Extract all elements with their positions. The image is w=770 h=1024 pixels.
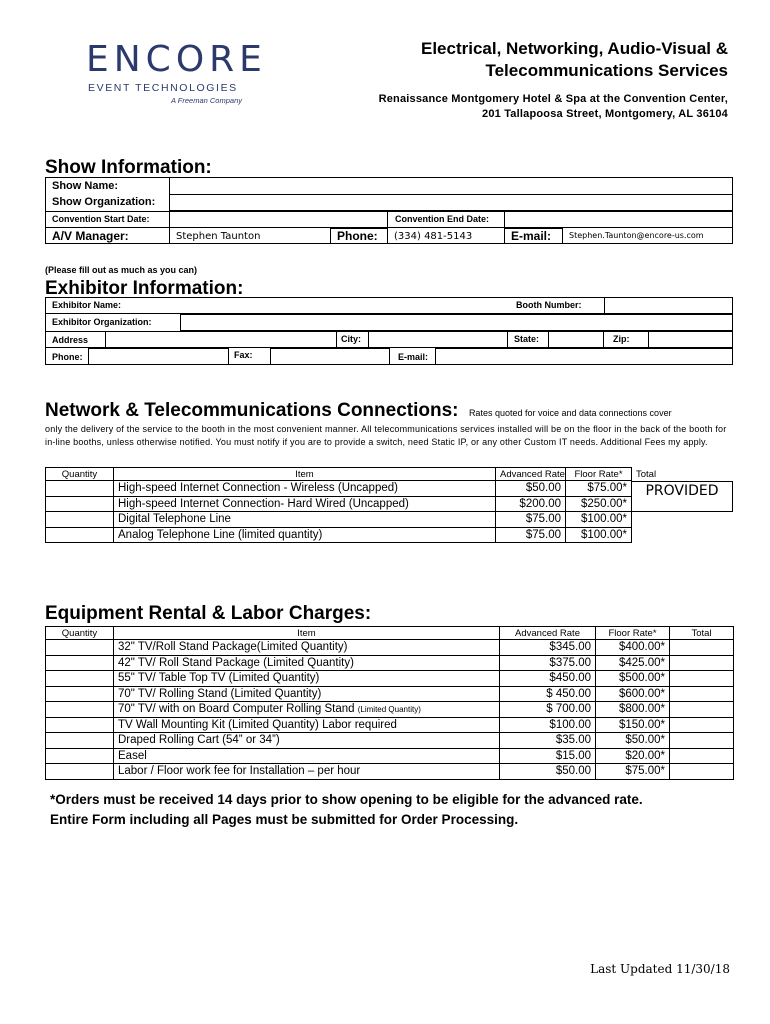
item-cell: Easel [114, 748, 500, 764]
document-title [328, 38, 728, 82]
quantity-field[interactable] [46, 527, 114, 543]
total-field[interactable] [670, 671, 734, 687]
network-heading: Network & Telecommunications Connections: [45, 400, 459, 421]
quantity-field[interactable] [46, 481, 114, 497]
table-row [46, 748, 734, 764]
total-field[interactable] [670, 686, 734, 702]
item-cell: High-speed Internet Connection - Wireless (Uncapped) [114, 481, 496, 497]
table-row [46, 764, 734, 780]
item-cell: 70" TV/ Rolling Stand (Limited Quantity) [114, 686, 500, 702]
advanced-rate-cell: $35.00 [500, 733, 596, 749]
table-row [46, 496, 632, 512]
state-field[interactable] [548, 331, 604, 348]
table-row [46, 655, 734, 671]
item-cell: Draped Rolling Cart (54” or 34”) [114, 733, 500, 749]
item-cell [114, 702, 500, 718]
order-notice [50, 790, 740, 830]
quantity-field[interactable] [46, 512, 114, 528]
exhibitor-name-label: Exhibitor Name: [52, 300, 122, 310]
col-quantity: Quantity [46, 627, 114, 640]
network-total-provided: PROVIDED [631, 481, 733, 512]
phone-label: Phone: [337, 229, 378, 243]
encore-logo [86, 39, 267, 117]
zip-label: Zip: [613, 334, 630, 344]
table-row [46, 671, 734, 687]
floor-rate-cell: $50.00* [596, 733, 670, 749]
network-heading-note: Rates quoted for voice and data connections cover [468, 408, 672, 418]
av-manager-label: A/V Manager: [52, 229, 129, 243]
exhibitor-info-heading: Exhibitor Information: [45, 278, 244, 299]
floor-rate-cell: $20.00* [596, 748, 670, 764]
exhibitor-phone-field[interactable] [88, 348, 229, 365]
advanced-rate-cell: $375.00 [500, 655, 596, 671]
logo-wordmark: ENCORE [86, 39, 267, 80]
item-qualifier: (Limited Quantity) [357, 705, 421, 715]
show-info-heading: Show Information: [45, 157, 212, 178]
advanced-rate-cell: $50.00 [496, 481, 566, 497]
booth-number-label: Booth Number: [516, 300, 582, 310]
city-label: City: [341, 334, 361, 344]
network-description: only the delivery of the service to the booth in the most convenient manner. All telecommunications services installed will be on the floor in the back of the booth for in-line booths, unless otherwise notified. You must notify if you are to provide a switch, need Static IP, or any other Custom IT needs. Additional Fees my apply. [45, 424, 727, 447]
item-cell: Analog Telephone Line (limited quantity) [114, 527, 496, 543]
notice-line-1: *Orders must be received 14 days prior to show opening to be eligible for the advanced rate. [50, 792, 643, 807]
logo-subtitle: EVENT TECHNOLOGIES [88, 82, 238, 94]
advanced-rate-cell: $50.00 [500, 764, 596, 780]
booth-number-field[interactable] [604, 297, 733, 314]
floor-rate-cell: $425.00* [596, 655, 670, 671]
conv-end-field[interactable] [504, 211, 733, 228]
col-floor-rate: Floor Rate* [566, 468, 632, 481]
venue-address [308, 92, 728, 122]
network-total-header: Total [636, 469, 657, 480]
floor-rate-cell: $800.00* [596, 702, 670, 718]
table-row [46, 733, 734, 749]
network-table-header [46, 468, 632, 481]
quantity-field[interactable] [46, 733, 114, 749]
address-field[interactable] [105, 331, 337, 348]
exhibitor-phone-label: Phone: [52, 352, 83, 362]
col-advanced-rate: Advanced Rate [500, 627, 596, 640]
quantity-field[interactable] [46, 640, 114, 656]
network-table [45, 467, 632, 543]
advanced-rate-cell: $ 700.00 [500, 702, 596, 718]
col-quantity: Quantity [46, 468, 114, 481]
floor-rate-cell: $150.00* [596, 717, 670, 733]
advanced-rate-cell: $15.00 [500, 748, 596, 764]
item-cell: 42" TV/ Roll Stand Package (Limited Quantity) [114, 655, 500, 671]
av-manager-value: Stephen Taunton [176, 231, 261, 242]
quantity-field[interactable] [46, 686, 114, 702]
col-advanced-rate: Advanced Rate [496, 468, 566, 481]
total-field[interactable] [670, 717, 734, 733]
floor-rate-cell: $500.00* [596, 671, 670, 687]
exhibitor-org-field[interactable] [180, 314, 733, 331]
col-item: Item [114, 468, 496, 481]
total-field[interactable] [670, 764, 734, 780]
col-total: Total [670, 627, 734, 640]
phone-value: (334) 481-5143 [394, 231, 473, 242]
item-cell: 55" TV/ Table Top TV (Limited Quantity) [114, 671, 500, 687]
advanced-rate-cell: $ 450.00 [500, 686, 596, 702]
address-label: Address [52, 335, 89, 345]
exhibitor-email-label: E-mail: [398, 352, 429, 362]
table-row [46, 702, 734, 718]
floor-rate-cell: $250.00* [566, 496, 632, 512]
email-value: Stephen.Taunton@encore-us.com [569, 231, 704, 240]
floor-rate-cell: $600.00* [596, 686, 670, 702]
quantity-field[interactable] [46, 655, 114, 671]
col-item: Item [114, 627, 500, 640]
total-field[interactable] [670, 640, 734, 656]
total-field[interactable] [670, 655, 734, 671]
fax-label: Fax: [234, 350, 253, 360]
item-cell: Digital Telephone Line [114, 512, 496, 528]
advanced-rate-cell: $200.00 [496, 496, 566, 512]
col-floor-rate: Floor Rate* [596, 627, 670, 640]
zip-field[interactable] [648, 331, 733, 348]
table-row [46, 717, 734, 733]
venue-line-1: Renaissance Montgomery Hotel & Spa at the Convention Center, [378, 93, 728, 105]
floor-rate-cell: $75.00* [566, 481, 632, 497]
show-name-label: Show Name: [52, 180, 119, 192]
equipment-table-header [46, 627, 734, 640]
table-row [46, 481, 632, 497]
show-org-field[interactable] [169, 194, 733, 211]
fill-out-note: (Please fill out as much as you can) [45, 265, 198, 275]
last-updated: Last Updated 11/30/18 [590, 962, 730, 976]
item-cell: 32" TV/Roll Stand Package(Limited Quantity) [114, 640, 500, 656]
email-label: E-mail: [511, 229, 552, 243]
logo-tagline: A Freeman Company [170, 96, 242, 105]
total-field[interactable] [670, 748, 734, 764]
city-field[interactable] [368, 331, 508, 348]
advanced-rate-cell: $345.00 [500, 640, 596, 656]
state-label: State: [514, 334, 540, 344]
exhibitor-email-field[interactable] [435, 348, 733, 365]
advanced-rate-cell: $75.00 [496, 512, 566, 528]
quantity-field[interactable] [46, 702, 114, 718]
table-row [46, 512, 632, 528]
item-cell: High-speed Internet Connection- Hard Wired (Uncapped) [114, 496, 496, 512]
quantity-field[interactable] [46, 496, 114, 512]
quantity-field[interactable] [46, 717, 114, 733]
table-row [46, 640, 734, 656]
exhibitor-org-label: Exhibitor Organization: [52, 317, 152, 327]
floor-rate-cell: $100.00* [566, 512, 632, 528]
table-row [46, 527, 632, 543]
total-field[interactable] [670, 702, 734, 718]
title-line-2: Telecommunications Services [485, 61, 728, 80]
advanced-rate-cell: $75.00 [496, 527, 566, 543]
floor-rate-cell: $100.00* [566, 527, 632, 543]
total-field[interactable] [670, 733, 734, 749]
table-row [46, 686, 734, 702]
item-cell: TV Wall Mounting Kit (Limited Quantity) Labor required [114, 717, 500, 733]
venue-line-2: 201 Tallapoosa Street, Montgomery, AL 36104 [482, 108, 728, 120]
show-org-label: Show Organization: [52, 196, 156, 208]
advanced-rate-cell: $100.00 [500, 717, 596, 733]
title-line-1: Electrical, Networking, Audio-Visual & [420, 39, 728, 58]
notice-line-2: Entire Form including all Pages must be submitted for Order Processing. [50, 812, 519, 827]
item-text: 70" TV/ with on Board Computer Rolling Stand [118, 703, 358, 716]
equipment-table [45, 626, 734, 780]
quantity-field[interactable] [46, 764, 114, 780]
quantity-field[interactable] [46, 748, 114, 764]
network-heading-row [45, 400, 745, 422]
equipment-heading: Equipment Rental & Labor Charges: [45, 603, 372, 624]
floor-rate-cell: $400.00* [596, 640, 670, 656]
conv-end-label: Convention End Date: [395, 214, 489, 224]
advanced-rate-cell: $450.00 [500, 671, 596, 687]
conv-start-label: Convention Start Date: [52, 214, 150, 224]
fax-field[interactable] [270, 348, 390, 365]
floor-rate-cell: $75.00* [596, 764, 670, 780]
item-cell: Labor / Floor work fee for Installation – per hour [114, 764, 500, 780]
quantity-field[interactable] [46, 671, 114, 687]
